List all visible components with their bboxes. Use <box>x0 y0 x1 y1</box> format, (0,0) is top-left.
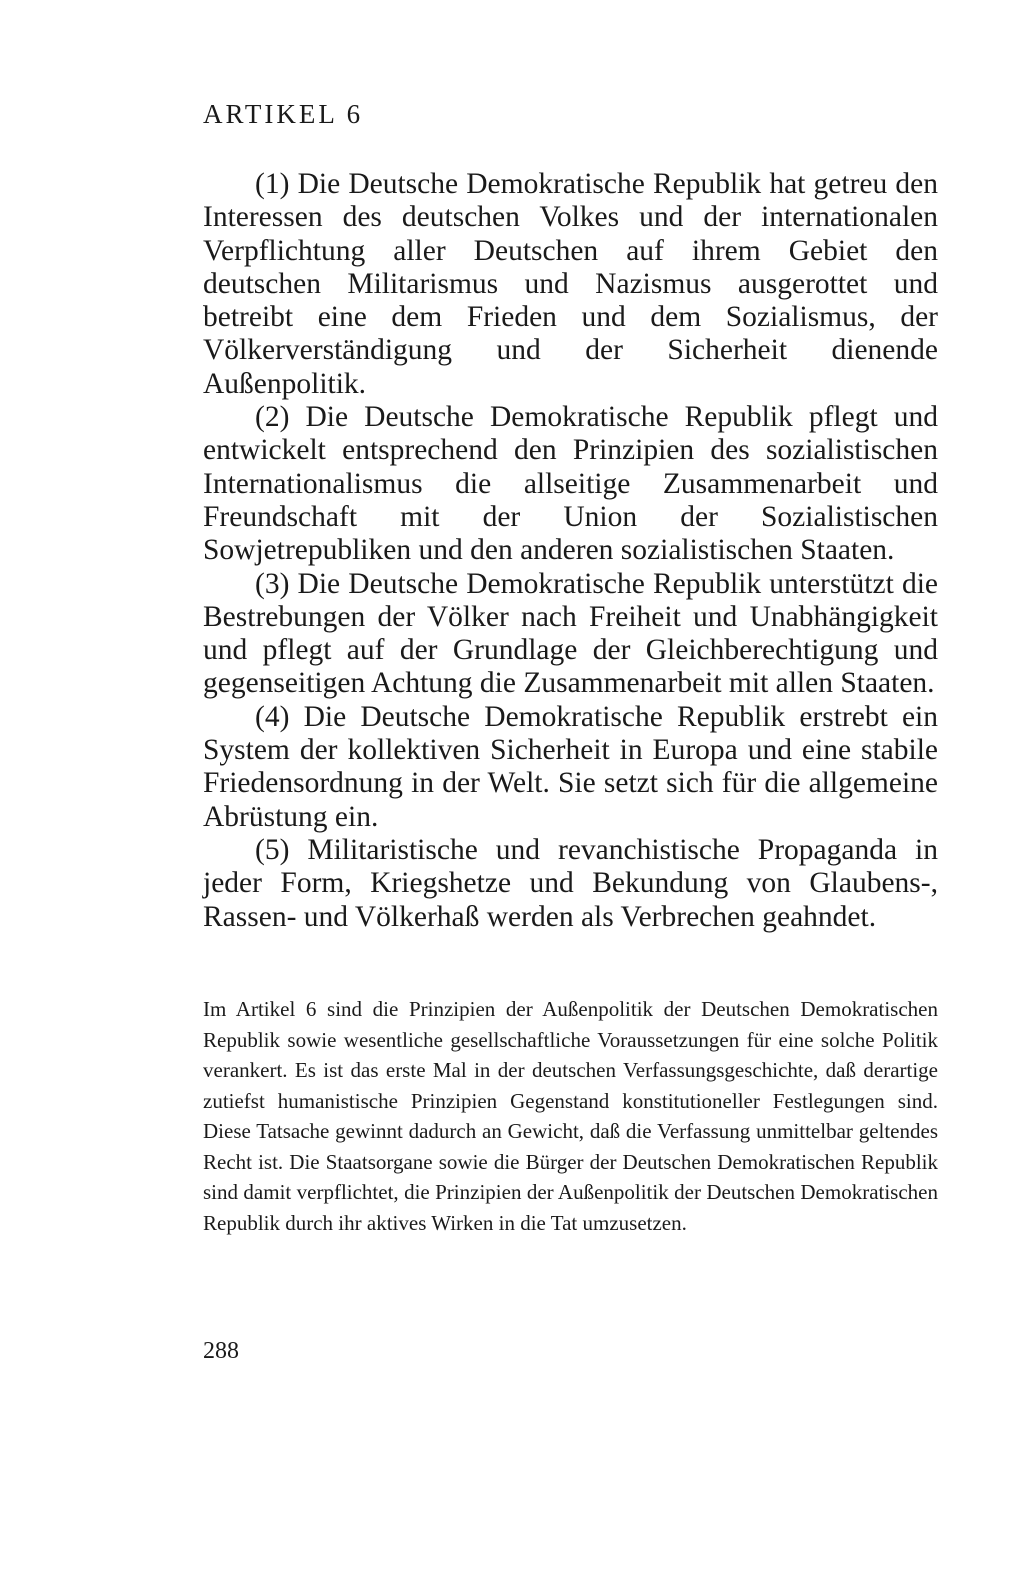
article-paragraph-4: (4) Die Deutsche Demokratische Republik erstrebt ein System der kollektiven Sicherheit in Europa und eine stabile Friedensordnung in der Welt. Sie setzt sich für die allgemeine Abrüstung ein. <box>203 700 938 833</box>
page-number: 288 <box>203 1338 239 1364</box>
article-paragraph-1: (1) Die Deutsche Demokratische Republik hat getreu den Interessen des deutschen Volkes und der internationalen Verpflichtung aller Deutschen auf ihrem Gebiet den deutschen Militarismus und Nazismus ausgerottet und betreibt eine dem Frieden und dem Sozialismus, der Völkerverständigung und der Sicherheit dienende Außenpolitik. <box>203 168 938 400</box>
article-heading: ARTIKEL 6 <box>203 99 364 129</box>
article-paragraph-3: (3) Die Deutsche Demokratische Republik unterstützt die Bestrebungen der Völker nach Freiheit und Unabhängigkeit und pflegt auf der Grundlage der Gleichberechtigung und gegenseitigen Achtung die Zusammenarbeit mit allen Staaten. <box>203 567 938 700</box>
article-paragraph-2: (2) Die Deutsche Demokratische Republik pflegt und entwickelt entsprechend den Prinzipien des sozialistischen Internationalismus die allseitige Zusammenarbeit und Freundschaft mit der Union der Sozialistischen Sowjetrepubliken und den anderen sozialistischen Staaten. <box>203 401 938 567</box>
commentary-paragraph: Im Artikel 6 sind die Prinzipien der Außenpolitik der Deutschen Demokratischen Republik sowie wesentliche gesellschaftliche Voraussetzungen für eine solche Politik verankert. Es ist das erste Mal in der deutschen Verfassungsgeschichte, daß derartige zutiefst humanistische Prinzipien Gegenstand konstitutioneller Festlegungen sind. Diese Tatsache gewinnt dadurch an Gewicht, daß die Verfassung unmittelbar geltendes Recht ist. Die Staatsorgane sowie die Bürger der Deutschen Demokratischen Republik sind damit verpflichtet, die Prinzipien der Außenpolitik der Deutschen Demokratischen Republik durch ihr aktives Wirken in die Tat umzusetzen. <box>203 997 938 1235</box>
article-text <box>203 168 938 934</box>
article-paragraph-5: (5) Militaristische und revanchistische Propaganda in jeder Form, Kriegshetze und Bekundung von Glaubens-, Rassen- und Völkerhaß werden als Verbrechen geahndet. <box>203 833 938 933</box>
